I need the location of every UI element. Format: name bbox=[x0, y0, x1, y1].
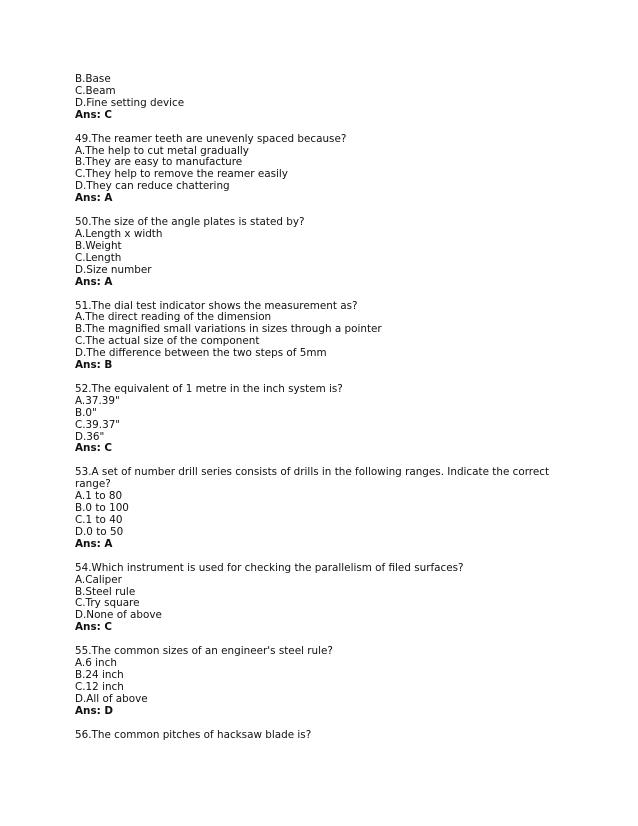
option: D.All of above bbox=[75, 692, 148, 705]
option: C.Length bbox=[75, 251, 122, 264]
question-block-51 bbox=[75, 301, 555, 372]
answer: Ans: A bbox=[75, 537, 113, 550]
option: B.Weight bbox=[75, 239, 122, 252]
option: D.Size number bbox=[75, 263, 152, 276]
question-text: 51.The dial test indicator shows the measurement as? bbox=[75, 299, 358, 312]
answer: Ans: A bbox=[75, 275, 113, 288]
option: B.24 inch bbox=[75, 668, 124, 681]
answer: Ans: B bbox=[75, 359, 113, 372]
option: D.Fine setting device bbox=[75, 96, 185, 109]
option: A.Length x width bbox=[75, 227, 163, 240]
option: C.They help to remove the reamer easily bbox=[75, 168, 288, 181]
answer: Ans: C bbox=[75, 621, 113, 634]
option: C.Try square bbox=[75, 597, 140, 610]
option: D.36" bbox=[75, 430, 105, 443]
option: A.Caliper bbox=[75, 573, 122, 586]
answer: Ans: C bbox=[75, 108, 113, 121]
option: D.They can reduce chattering bbox=[75, 180, 230, 193]
option: C.1 to 40 bbox=[75, 514, 123, 526]
option: B.0" bbox=[75, 406, 97, 419]
question-block-54 bbox=[75, 563, 555, 634]
question-text: 55.The common sizes of an engineer's steel rule? bbox=[75, 645, 333, 658]
answer: Ans: A bbox=[75, 192, 113, 205]
option: D.The difference between the two steps of 5mm bbox=[75, 347, 327, 360]
question-text: 50.The size of the angle plates is stated by? bbox=[75, 216, 305, 229]
question-block-49 bbox=[75, 134, 555, 205]
option: B.Steel rule bbox=[75, 585, 136, 598]
question-block-48-tail bbox=[75, 74, 555, 122]
document-page bbox=[75, 74, 555, 742]
question-text: 49.The reamer teeth are unevenly spaced because? bbox=[75, 132, 347, 145]
answer: Ans: D bbox=[75, 704, 114, 717]
question-block-50 bbox=[75, 217, 555, 288]
option: B.Base bbox=[75, 73, 111, 85]
option: D.None of above bbox=[75, 609, 162, 622]
question-text: 56.The common pitches of hacksaw blade is? bbox=[75, 728, 312, 741]
option: A.The direct reading of the dimension bbox=[75, 311, 272, 324]
question-text: 53.A set of number drill series consists of drills in the following ranges. Indicate the correct range? bbox=[75, 466, 550, 491]
option: A.6 inch bbox=[75, 657, 117, 670]
question-block-56 bbox=[75, 730, 555, 742]
option: A.The help to cut metal gradually bbox=[75, 144, 249, 157]
question-block-52 bbox=[75, 384, 555, 455]
option: B.They are easy to manufacture bbox=[75, 156, 243, 169]
question-block-53 bbox=[75, 467, 555, 550]
answer: Ans: C bbox=[75, 442, 113, 455]
option: B.The magnified small variations in sizes through a pointer bbox=[75, 323, 382, 336]
option: A.1 to 80 bbox=[75, 490, 123, 503]
question-block-55 bbox=[75, 646, 555, 717]
option: C.The actual size of the component bbox=[75, 335, 260, 348]
option: D.0 to 50 bbox=[75, 525, 124, 538]
option: C.12 inch bbox=[75, 680, 124, 693]
option: C.39.37" bbox=[75, 418, 121, 431]
option: A.37.39" bbox=[75, 394, 120, 407]
option: C.Beam bbox=[75, 84, 116, 97]
question-text: 54.Which instrument is used for checking the parallelism of filed surfaces? bbox=[75, 561, 464, 574]
option: B.0 to 100 bbox=[75, 502, 129, 515]
question-text: 52.The equivalent of 1 metre in the inch system is? bbox=[75, 382, 343, 395]
